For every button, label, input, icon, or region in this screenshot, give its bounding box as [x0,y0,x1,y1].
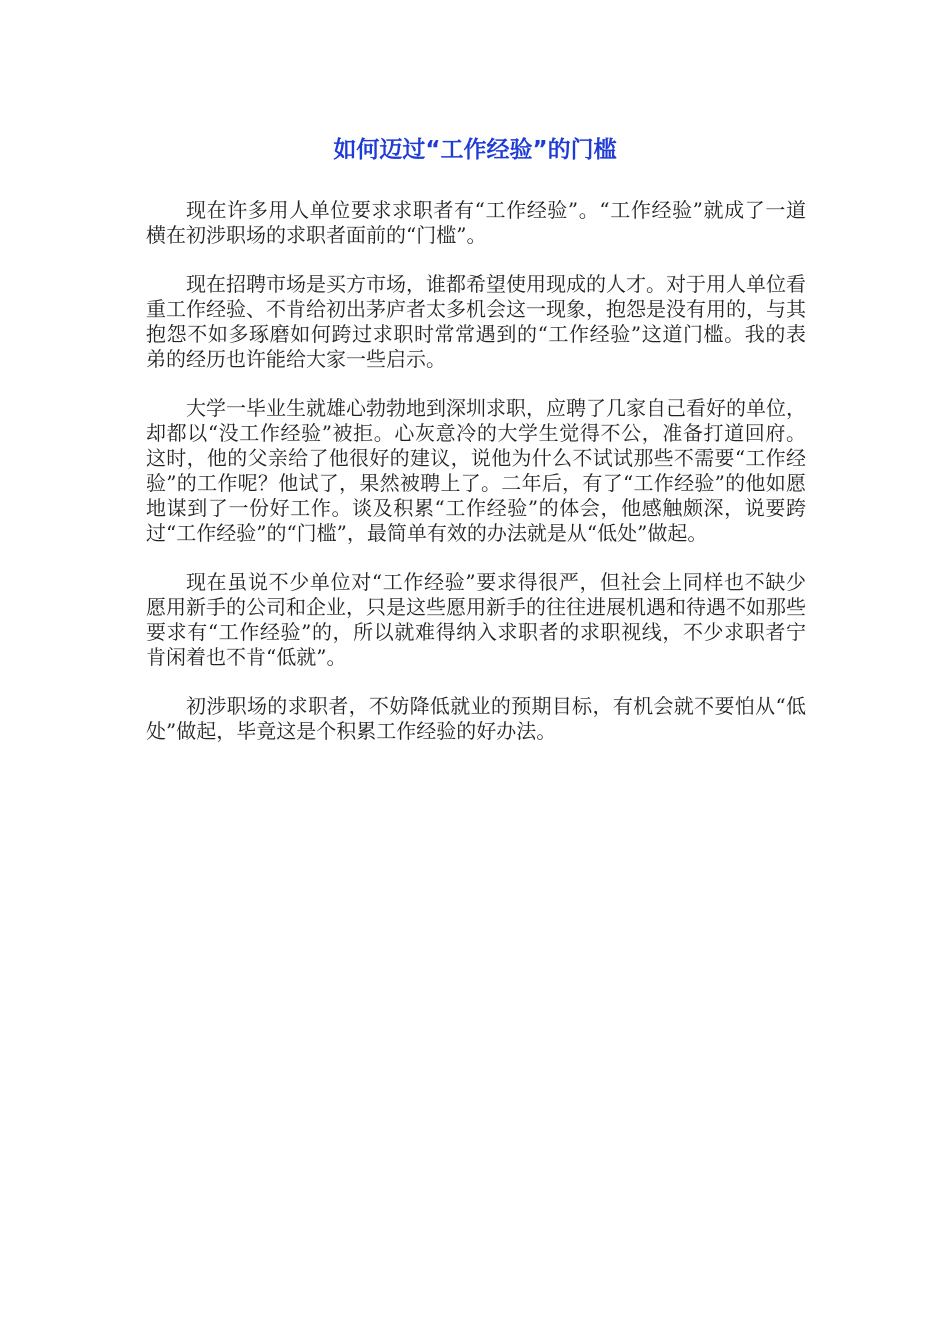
paragraph-1: 现在许多用人单位要求求职者有“工作经验”。“工作经验”就成了一道横在初涉职场的求职者面前的“门槛”。 [146,198,806,247]
page-title: 如何迈过“工作经验”的门槛 [333,137,617,163]
paragraph-5: 初涉职场的求职者，不妨降低就业的预期目标，有机会就不要怕从“低处”做起，毕竟这是个积累工作经验的好办法。 [146,694,806,743]
paragraph-2: 现在招聘市场是买方市场，谁都希望使用现成的人才。对于用人单位看重工作经验、不肯给初出茅庐者太多机会这一现象，抱怨是没有用的，与其抱怨不如多琢磨如何跨过求职时常常遇到的“工作经验”这道门槛。我的表弟的经历也许能给大家一些启示。 [146,272,806,371]
paragraph-4: 现在虽说不少单位对“工作经验”要求得很严，但社会上同样也不缺少愿用新手的公司和企业，只是这些愿用新手的往往进展机遇和待遇不如那些要求有“工作经验”的，所以就难得纳入求职者的求职视线，不少求职者宁肯闲着也不肯“低就”。 [146,570,806,669]
article-body [146,198,806,768]
paragraph-3: 大学一毕业生就雄心勃勃地到深圳求职，应聘了几家自己看好的单位，却都以“没工作经验”被拒。心灰意冷的大学生觉得不公，准备打道回府。这时，他的父亲给了他很好的建议，说他为什么不试试那些不需要“工作经验”的工作呢？他试了，果然被聘上了。二年后，有了“工作经验”的他如愿地谋到了一份好工作。谈及积累“工作经验”的体会，他感触颇深，说要跨过“工作经验”的“门槛”，最简单有效的办法就是从“低处”做起。 [146,396,806,545]
